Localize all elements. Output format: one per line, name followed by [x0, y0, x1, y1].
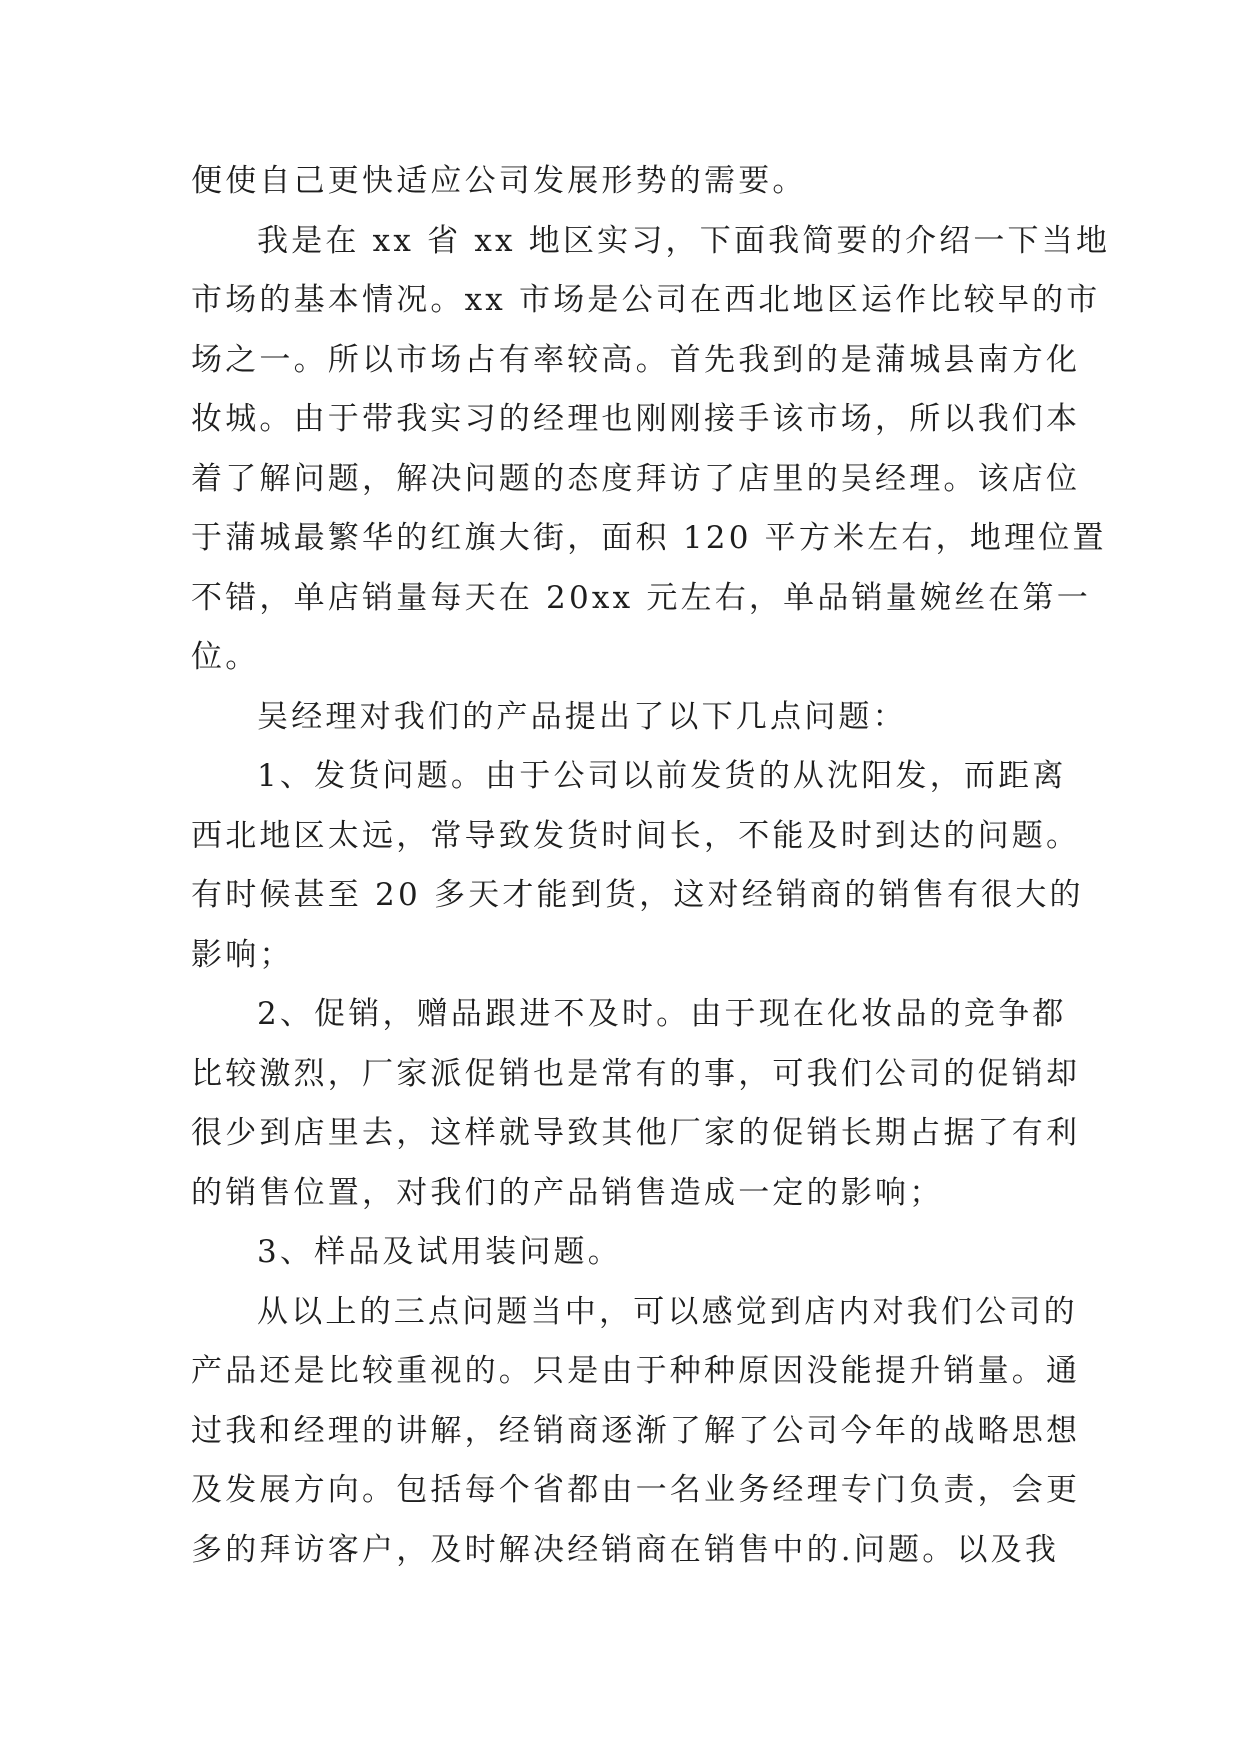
- text-line: 很少到店里去，这样就导致其他厂家的促销长期占据了有利: [191, 1115, 1081, 1151]
- text-line: 比较激烈，厂家派促销也是常有的事，可我们公司的促销却: [191, 1055, 1081, 1092]
- text-line: 多的拜访客户，及时解决经销商在销售中的.问题。以及我: [191, 1531, 1060, 1568]
- text-line: 便使自己更快适应公司发展形势的需要。: [191, 163, 807, 199]
- text-line: 我是在 xx 省 xx 地区实习，下面我简要的介绍一下当地: [257, 222, 1111, 259]
- text-line: 于蒲城最繁华的红旗大街，面积 120 平方米左右，地理位置: [191, 520, 1107, 556]
- text-line: 的销售位置，对我们的产品销售造成一定的影响；: [191, 1174, 944, 1211]
- text-line: 产品还是比较重视的。只是由于种种原因没能提升销量。通: [191, 1353, 1081, 1389]
- body-text: [191, 152, 1111, 1580]
- text-line: 市场的基本情况。xx 市场是公司在西北地区运作比较早的市: [191, 282, 1101, 318]
- text-line: 着了解问题，解决问题的态度拜访了店里的吴经理。该店位: [191, 460, 1081, 497]
- text-line: 影响；: [191, 936, 294, 973]
- text-line: 位。: [191, 639, 260, 675]
- text-line: 不错，单店销量每天在 20xx 元左右，单品销量婉丝在第一: [191, 579, 1091, 616]
- text-line: 从以上的三点问题当中，可以感觉到店内对我们公司的: [257, 1293, 1078, 1330]
- text-line: 2、促销，赠品跟进不及时。由于现在化妆品的竞争都: [257, 996, 1067, 1032]
- text-line: 有时候甚至 20 多天才能到货，这对经销商的销售有很大的: [191, 877, 1084, 913]
- text-line: 及发展方向。包括每个省都由一名业务经理专门负责，会更: [191, 1472, 1081, 1508]
- text-line: 场之一。所以市场占有率较高。首先我到的是蒲城县南方化: [191, 341, 1081, 378]
- text-line: 过我和经理的讲解，经销商逐渐了解了公司今年的战略思想: [191, 1412, 1081, 1449]
- text-line: 3、样品及试用装问题。: [257, 1234, 622, 1270]
- text-line: 1、发货问题。由于公司以前发货的从沈阳发，而距离: [257, 758, 1067, 794]
- text-line: 吴经理对我们的产品提出了以下几点问题：: [257, 698, 907, 735]
- text-line: 妆城。由于带我实习的经理也刚刚接手该市场，所以我们本: [191, 401, 1081, 437]
- text-line: 西北地区太远，常导致发货时间长，不能及时到达的问题。: [191, 817, 1081, 854]
